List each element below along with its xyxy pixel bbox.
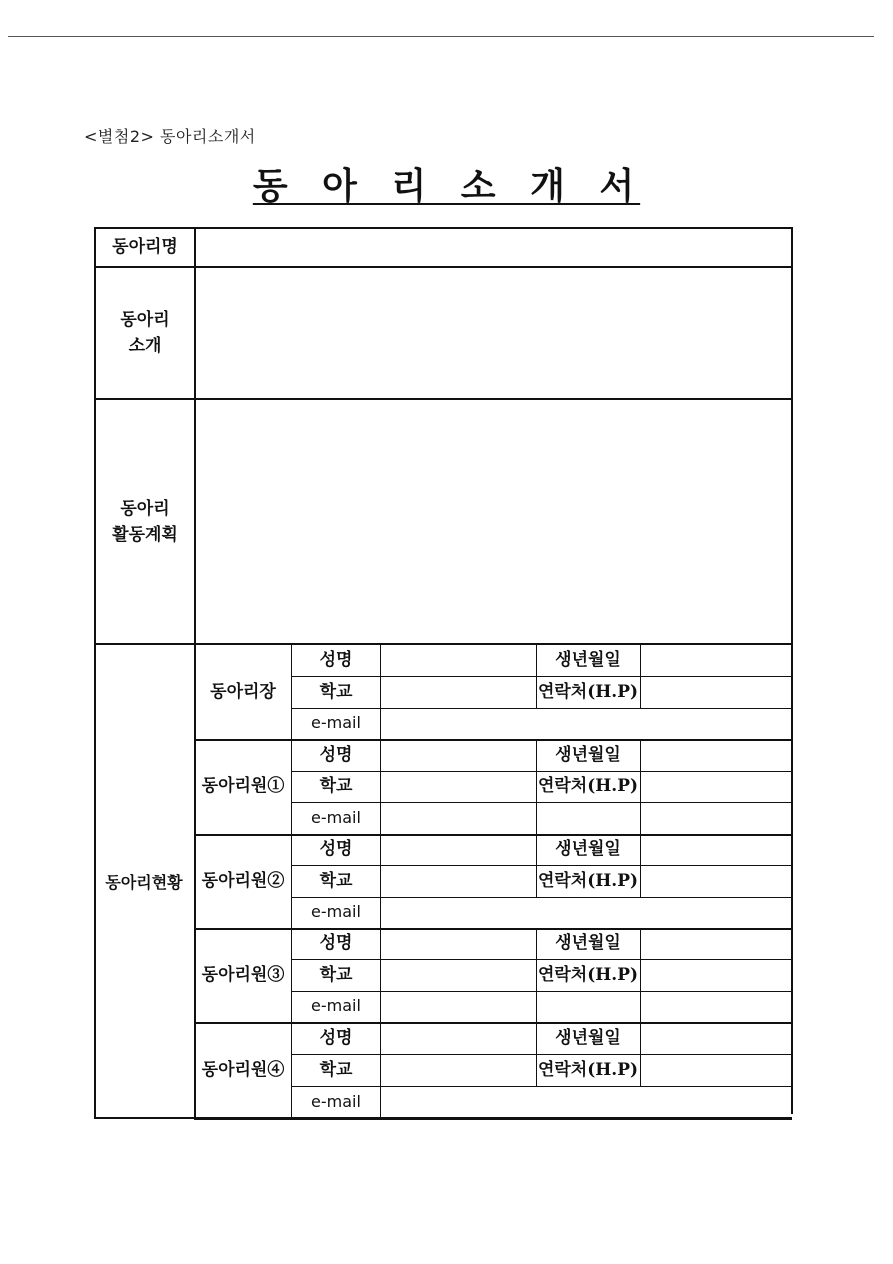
email-label: e-mail [311, 1091, 361, 1111]
school-label: 학교 [319, 870, 353, 891]
school-field[interactable] [382, 676, 536, 707]
birthdate-field[interactable] [641, 1022, 791, 1054]
table-rule [291, 897, 792, 898]
email-label: e-mail [311, 901, 361, 921]
contact-field[interactable] [641, 676, 791, 707]
club-intro-field[interactable] [196, 268, 790, 398]
email-label: e-mail [311, 712, 361, 732]
name-label: 성명 [319, 1027, 353, 1048]
table-rule [291, 645, 292, 739]
school-field[interactable] [382, 771, 536, 803]
table-rule [536, 645, 537, 708]
table-rule [640, 834, 641, 897]
title-text: 동 아 리 소 개 서 [252, 166, 641, 207]
school-field[interactable] [382, 1054, 536, 1086]
school-field[interactable] [382, 959, 536, 990]
contact-field[interactable] [641, 959, 791, 990]
table-rule [536, 739, 537, 802]
table-rule [291, 1022, 292, 1118]
school-label: 학교 [319, 681, 353, 702]
activity-plan-field[interactable] [196, 400, 790, 644]
school-field[interactable] [382, 865, 536, 896]
table-rule [536, 1022, 537, 1086]
birthdate-field[interactable] [641, 739, 791, 771]
email-field[interactable] [382, 991, 791, 1022]
table-rule [94, 643, 792, 645]
table-rule [94, 1117, 792, 1119]
table-rule [380, 1022, 381, 1118]
contact-label: 연락처(H.P) [537, 776, 639, 797]
table-rule [194, 227, 196, 1118]
member-role-label: 동아리장 [210, 681, 276, 702]
table-rule [291, 928, 292, 1022]
table-rule [380, 928, 381, 1022]
table-rule [640, 928, 641, 991]
name-field[interactable] [382, 739, 536, 771]
birthdate-label: 생년월일 [555, 1027, 621, 1048]
school-label: 학교 [319, 964, 353, 985]
email-field[interactable] [382, 1086, 791, 1118]
contact-label: 연락처(H.P) [537, 964, 639, 985]
name-label: 성명 [319, 933, 353, 954]
email-field[interactable] [382, 897, 791, 928]
table-rule [536, 928, 537, 991]
member-role-label: 동아리원① [201, 776, 285, 797]
table-rule [380, 834, 381, 928]
table-rule [94, 227, 792, 229]
table-rule [94, 227, 96, 1118]
school-label: 학교 [319, 776, 353, 797]
table-rule [194, 928, 792, 930]
name-label: 성명 [319, 839, 353, 860]
table-rule [291, 739, 292, 834]
name-field[interactable] [382, 928, 536, 959]
table-rule [194, 739, 792, 741]
table-rule [640, 1022, 641, 1086]
table-rule [640, 739, 641, 802]
email-field[interactable] [382, 802, 791, 834]
table-rule [291, 802, 792, 803]
club-intro-label: 동아리 소개 [120, 309, 170, 356]
table-rule [94, 398, 792, 400]
table-rule [291, 771, 792, 772]
table-rule [291, 676, 792, 677]
table-rule [380, 645, 381, 739]
member-role-label: 동아리원② [201, 870, 285, 891]
table-rule [536, 991, 537, 1022]
member-role-label: 동아리원④ [201, 1059, 285, 1080]
contact-field[interactable] [641, 771, 791, 803]
birthdate-field[interactable] [641, 645, 791, 676]
table-rule [291, 865, 792, 866]
table-rule [291, 834, 292, 928]
table-rule [94, 266, 792, 268]
activity-plan-label: 동아리 활동계획 [112, 498, 178, 545]
table-rule [536, 802, 537, 834]
table-rule [536, 834, 537, 897]
name-field[interactable] [382, 1022, 536, 1054]
contact-label: 연락처(H.P) [537, 870, 639, 891]
club-name-field[interactable] [196, 228, 790, 266]
table-rule [640, 991, 641, 1022]
name-label: 성명 [319, 650, 353, 671]
member-role-label: 동아리원③ [201, 964, 285, 985]
club-name-label: 동아리명 [112, 236, 178, 257]
name-field[interactable] [382, 645, 536, 676]
attachment-label: <별첨2> 동아리소개서 [84, 127, 256, 146]
contact-label: 연락처(H.P) [537, 681, 639, 702]
email-label: e-mail [311, 807, 361, 827]
birthdate-label: 생년월일 [555, 744, 621, 765]
table-rule [291, 1086, 792, 1087]
birthdate-label: 생년월일 [555, 839, 621, 860]
table-rule [194, 1022, 792, 1024]
table-rule [791, 227, 793, 1114]
table-rule [291, 708, 792, 709]
name-field[interactable] [382, 834, 536, 865]
birthdate-label: 생년월일 [555, 650, 621, 671]
table-rule [291, 991, 792, 992]
table-rule [291, 1054, 792, 1055]
birthdate-field[interactable] [641, 834, 791, 865]
club-status-label: 동아리현황 [105, 872, 183, 892]
email-field[interactable] [382, 708, 791, 739]
birthdate-label: 생년월일 [555, 933, 621, 954]
name-label: 성명 [319, 744, 353, 765]
contact-field[interactable] [641, 865, 791, 896]
table-rule [194, 834, 792, 836]
table-rule [380, 739, 381, 834]
contact-label: 연락처(H.P) [537, 1059, 639, 1080]
table-rule [640, 645, 641, 708]
email-label: e-mail [311, 995, 361, 1015]
school-label: 학교 [319, 1059, 353, 1080]
table-rule [640, 802, 641, 834]
table-rule [291, 959, 792, 960]
contact-field[interactable] [641, 1054, 791, 1086]
birthdate-field[interactable] [641, 928, 791, 959]
